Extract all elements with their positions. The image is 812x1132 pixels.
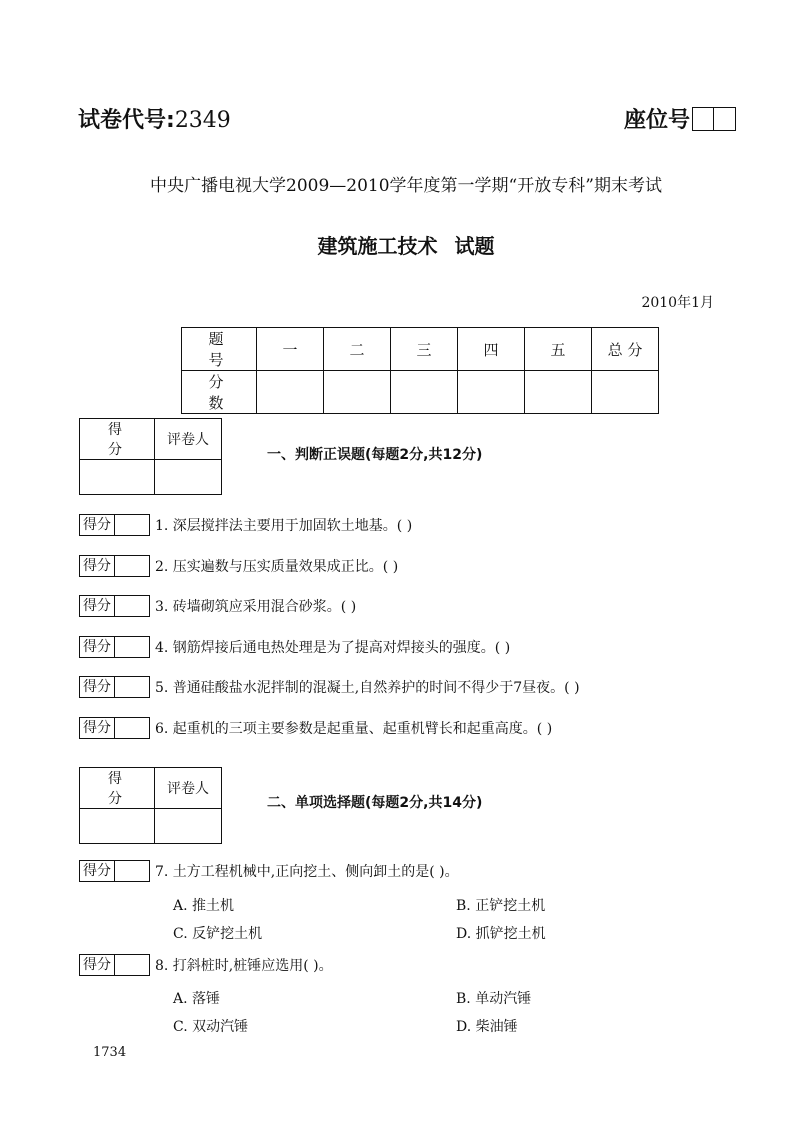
score-input-cell[interactable] <box>257 371 324 414</box>
option-b[interactable]: B. 单动汽锤 <box>456 991 532 1007</box>
seat-box <box>692 107 714 131</box>
option-c[interactable]: C. 双动汽锤 <box>173 1019 249 1035</box>
score-input-cell[interactable] <box>391 371 458 414</box>
table-row <box>182 328 659 371</box>
question-3 <box>79 595 356 617</box>
exam-title: 中央广播电视大学2009—2010学年度第一学期“开放专科”期末考试 <box>150 176 662 196</box>
score-box[interactable]: 得分 <box>79 676 150 698</box>
score-input-cell[interactable] <box>525 371 592 414</box>
option-a[interactable]: A. 落锤 <box>173 991 221 1007</box>
table-cell: 总 分 <box>592 328 659 371</box>
question-4 <box>79 636 510 658</box>
question-5 <box>79 676 580 698</box>
table-cell: 二 <box>324 328 391 371</box>
table-cell: 三 <box>391 328 458 371</box>
grader-score-cell[interactable] <box>80 809 155 844</box>
score-box[interactable]: 得分 <box>79 954 150 976</box>
question-text: 2. 压实遍数与压实质量效果成正比。( ) <box>155 559 399 575</box>
score-box[interactable]: 得分 <box>79 555 150 577</box>
question-text: 1. 深层搅拌法主要用于加固软土地基。( ) <box>155 518 413 534</box>
table-cell: 分 数 <box>182 371 257 414</box>
grader-table <box>79 418 222 495</box>
grader-score-cell[interactable] <box>80 460 155 495</box>
table-cell: 题 号 <box>182 328 257 371</box>
table-cell: 五 <box>525 328 592 371</box>
grader-reviewer-cell[interactable] <box>155 809 222 844</box>
score-summary-table <box>181 327 659 414</box>
score-box[interactable]: 得分 <box>79 595 150 617</box>
question-text: 4. 钢筋焊接后通电热处理是为了提高对焊接头的强度。( ) <box>155 640 511 656</box>
grader-reviewer-label: 评卷人 <box>155 768 222 809</box>
seat-number <box>624 103 736 134</box>
option-a[interactable]: A. 推土机 <box>173 898 235 914</box>
score-box[interactable]: 得分 <box>79 514 150 536</box>
grader-reviewer-label: 评卷人 <box>155 419 222 460</box>
score-input-cell[interactable] <box>592 371 659 414</box>
question-6 <box>79 717 552 739</box>
option-b[interactable]: B. 正铲挖土机 <box>456 898 546 914</box>
score-input-cell[interactable] <box>324 371 391 414</box>
score-box[interactable]: 得分 <box>79 717 150 739</box>
exam-code <box>78 103 231 134</box>
question-text: 6. 起重机的三项主要参数是起重量、起重机臂长和起重高度。( ) <box>155 721 553 737</box>
table-cell: 四 <box>458 328 525 371</box>
option-d[interactable]: D. 柴油锤 <box>456 1019 518 1035</box>
score-input-cell[interactable] <box>458 371 525 414</box>
table-row <box>182 371 659 414</box>
score-box[interactable]: 得分 <box>79 636 150 658</box>
table-cell: 一 <box>257 328 324 371</box>
exam-code-value: 2349 <box>174 108 231 133</box>
question-text: 7. 土方工程机械中,正向挖土、侧向卸土的是( )。 <box>155 864 459 880</box>
grader-reviewer-cell[interactable] <box>155 460 222 495</box>
score-box[interactable]: 得分 <box>79 860 150 882</box>
exam-date: 2010年1月 <box>641 295 714 311</box>
subject-title: 建筑施工技术 试题 <box>317 234 495 258</box>
seat-box <box>714 107 736 131</box>
question-text: 3. 砖墙砌筑应采用混合砂浆。( ) <box>155 599 357 615</box>
section-1-title: 一、判断正误题(每题2分,共12分) <box>267 447 483 463</box>
grader-score-label: 得 分 <box>80 768 155 809</box>
section-2-title: 二、单项选择题(每题2分,共14分) <box>267 795 483 811</box>
question-text: 8. 打斜桩时,桩锤应选用( )。 <box>155 958 333 974</box>
grader-table <box>79 767 222 844</box>
page-number: 1734 <box>93 1045 127 1060</box>
question-text: 5. 普通硅酸盐水泥拌制的混凝土,自然养护的时间不得少于7昼夜。( ) <box>155 680 580 696</box>
option-c[interactable]: C. 反铲挖土机 <box>173 926 263 942</box>
question-2 <box>79 555 398 577</box>
exam-code-label: 试卷代号: <box>78 108 175 133</box>
seat-label: 座位号 <box>624 108 691 133</box>
option-d[interactable]: D. 抓铲挖土机 <box>456 926 546 942</box>
question-8 <box>79 954 333 976</box>
question-1 <box>79 514 412 536</box>
seat-boxes <box>692 107 736 131</box>
grader-score-label: 得 分 <box>80 419 155 460</box>
question-7 <box>79 860 459 882</box>
